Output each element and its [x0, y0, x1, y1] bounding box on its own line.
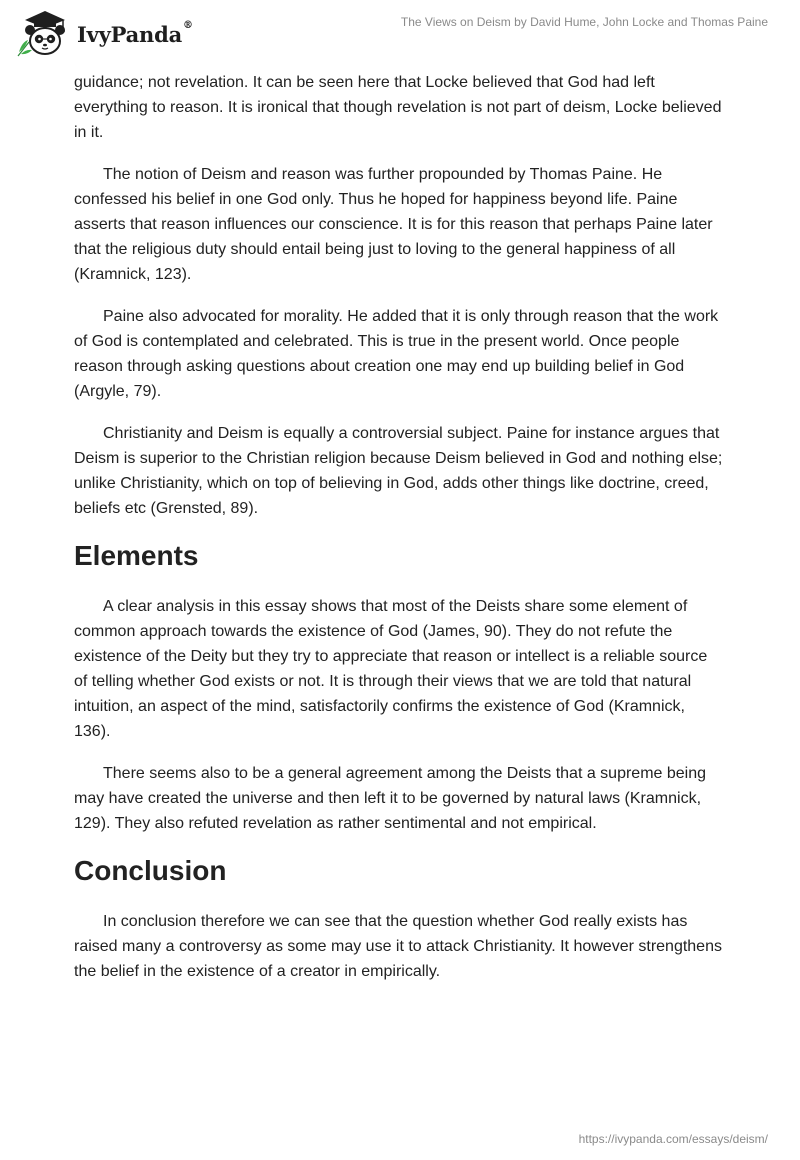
source-url[interactable]: https://ivypanda.com/essays/deism/ — [578, 1132, 768, 1146]
paragraph-christianity-deism: Christianity and Deism is equally a controversial subject. Paine for instance argues that Deism is superior to the Christian religion because Deism believed in God and nothing else; unlike Christianity, which on top of believing in God, adds other things like doctrine, creed, beliefs etc (Grensted, 89). — [74, 425, 723, 517]
paragraph-paine-reason: The notion of Deism and reason was further propounded by Thomas Paine. He confessed his belief in one God only. Thus he hoped for happiness beyond life. Paine asserts that reason influences our conscience. It is for this reason that perhaps Paine later that the religious duty should entail being just to loving to the general happiness of all (Kramnick, 123). — [74, 166, 713, 283]
document-title: The Views on Deism by David Hume, John Locke and Thomas Paine — [400, 15, 768, 29]
essay-content — [74, 70, 724, 1001]
heading-elements: Elements — [74, 540, 199, 571]
paragraph-paine-morality: Paine also advocated for morality. He added that it is only through reason that the work of God is contemplated and celebrated. This is true in the present world. Once people reason through asking questions about creation one may end up building belief in God (Argyle, 79). — [74, 308, 719, 400]
ivypanda-logo[interactable] — [15, 8, 193, 58]
paragraph-elements-analysis: A clear analysis in this essay shows that most of the Deists share some element of common approach towards the existence of God (James, 90). They do not refute the existence of the Deity but they try to appreciate that reason or intellect is a reliable source of telling whether God exists or not. It is through their views that we are told that natural intuition, an aspect of the mind, satisfactorily confirms the existence of God (Kramnick, 136). — [74, 598, 708, 740]
panda-graduate-icon — [15, 8, 73, 58]
logo-name: IvyPanda — [77, 21, 183, 47]
logo-wordmark — [77, 19, 193, 47]
registered-mark: ® — [183, 19, 193, 31]
paragraph-elements-agreement: There seems also to be a general agreement among the Deists that a supreme being may have created the universe and then left it to be governed by natural laws (Kramnick, 129). They also refuted revelation as rather sentimental and not empirical. — [74, 765, 707, 832]
paragraph-conclusion: In conclusion therefore we can see that the question whether God really exists has raised many a controversy as some may use it to attack Christianity. It however strengthens the belief in the existence of a creator in empirically. — [74, 913, 722, 980]
paragraph-locke-continued: guidance; not revelation. It can be seen here that Locke believed that God had left everything to reason. It is ironical that though revelation is not part of deism, Locke believed in it. — [74, 74, 722, 141]
heading-conclusion: Conclusion — [74, 855, 227, 886]
page-header — [0, 0, 800, 66]
